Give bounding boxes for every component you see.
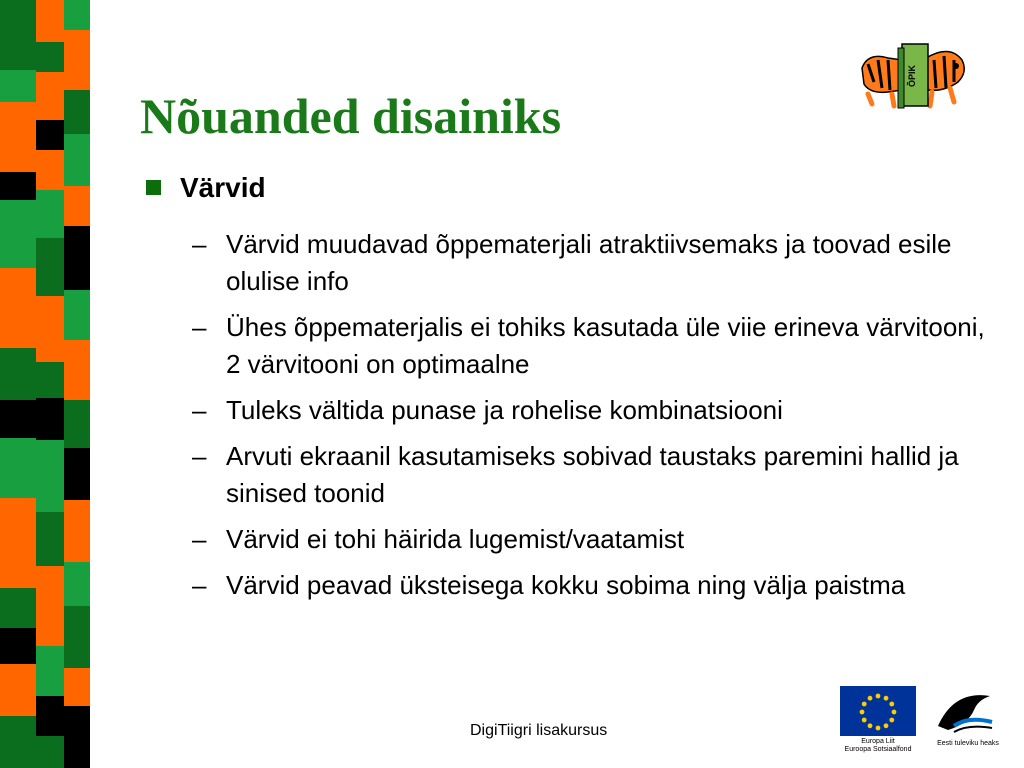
eu-line-1: Europa Liit: [861, 738, 895, 745]
opik-tiger-logo: [858, 38, 970, 112]
section-heading: Värvid: [180, 172, 266, 203]
list-item-text: Värvid ei tohi häirida lugemist/vaatamist: [226, 524, 685, 554]
estonia-swallow-logo: [934, 686, 998, 738]
list-item-text: Tuleks vältida punase ja rohelise kombinatsiooni: [226, 395, 783, 425]
slide-title: Nõuanded disainiks: [140, 88, 562, 144]
dash-marker: –: [192, 312, 207, 342]
list-item: [192, 521, 1002, 558]
eu-line-2: Euroopa Sotsiaalfond: [844, 746, 912, 753]
list-item-text: Arvuti ekraanil kasutamiseks sobivad taustaks paremini hallid ja sinised toonid: [226, 441, 959, 508]
list-item-text: Ühes õppematerjalis ei tohiks kasutada üle viie erineva värvitooni, 2 värvitooni on optimaalne: [226, 312, 985, 379]
opik-book-label: ÕPIK: [907, 64, 917, 88]
list-item: [192, 567, 1002, 604]
dash-marker: –: [192, 229, 207, 259]
bullet-square-icon: [146, 180, 161, 195]
list-item-text: Värvid muudavad õppematerjali atraktiivsemaks ja toovad esile olulise info: [226, 229, 952, 296]
slide-footer: DigiTiigri lisakursus: [470, 722, 608, 739]
list-item-text: Värvid peavad üksteisega kokku sobima ning välja paistma: [226, 570, 906, 600]
estonia-caption: Eesti tuleviku heaks: [937, 740, 999, 747]
list-item: [192, 226, 1002, 300]
bullet-list: [192, 226, 1002, 613]
list-item: [192, 392, 1002, 429]
list-item: [192, 438, 1002, 512]
dash-marker: –: [192, 570, 207, 600]
dash-marker: –: [192, 441, 207, 471]
dash-marker: –: [192, 395, 207, 425]
list-item: [192, 309, 1002, 383]
decorative-stripe: [0, 0, 100, 768]
dash-marker: –: [192, 524, 207, 554]
eu-caption: [830, 738, 926, 754]
